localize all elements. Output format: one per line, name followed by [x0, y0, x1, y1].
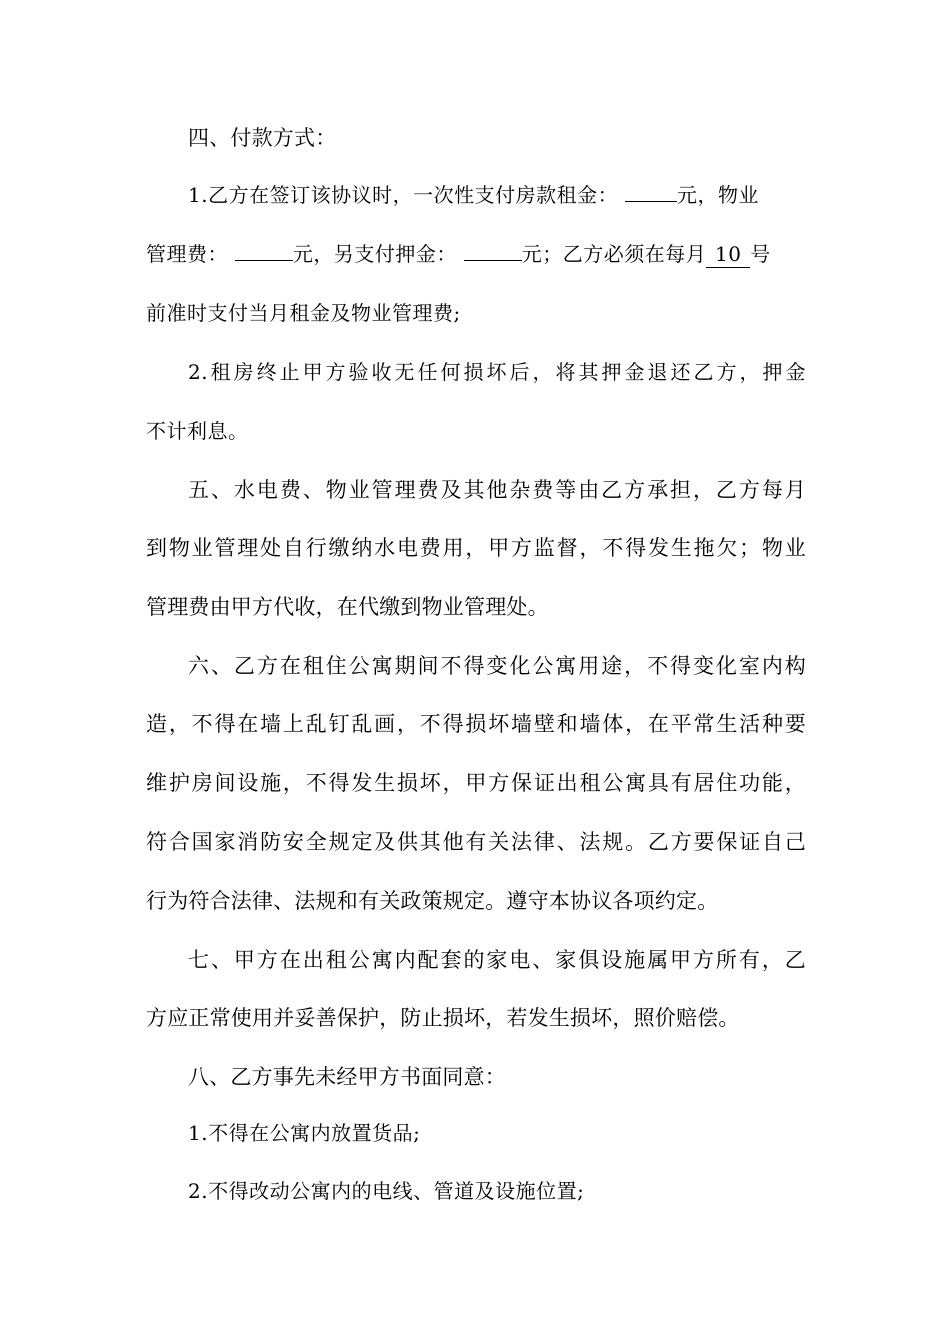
text-run: 1.乙方在签订该协议时，一次性支付房款租金：	[188, 183, 619, 207]
deposit-blank	[464, 260, 522, 261]
section-6-line-5: 行为符合法律、法规和有关政策规定。遵守本协议各项约定。	[146, 889, 719, 913]
section-6-line-4: 符合国家消防安全规定及供其他有关法律、法规。乙方要保证自己	[146, 830, 806, 854]
section-4-item-1-line-3: 前准时支付当月租金及物业管理费;	[146, 301, 461, 325]
section-6-line-3: 维护房间设施，不得发生损坏，甲方保证出租公寓具有居住功能，	[146, 771, 806, 795]
section-4-item-1-line-1	[188, 175, 806, 215]
payment-day: 10	[706, 241, 750, 268]
section-7-line-1: 七、甲方在出租公寓内配套的家电、家俱设施属甲方所有，乙	[188, 948, 806, 972]
management-fee-blank	[235, 260, 293, 261]
section-8-item-2: 2.不得改动公寓内的电线、管道及设施位置;	[188, 1179, 585, 1203]
section-5-line-1: 五、水电费、物业管理费及其他杂费等由乙方承担，乙方每月	[188, 478, 806, 502]
text-run: 管理费：	[146, 242, 228, 266]
text-run: 元，物业	[676, 183, 759, 207]
section-7-line-2: 方应正常使用并妥善保护，防止损坏，若发生损坏，照价赔偿。	[146, 1006, 740, 1030]
text-run: 号	[750, 242, 771, 266]
section-4-item-2-line-1: 2.租房终止甲方验收无任何损坏后，将其押金退还乙方，押金	[188, 360, 806, 384]
text-run: 元，另支付押金：	[292, 242, 457, 266]
section-8-heading: 八、乙方事先未经甲方书面同意：	[188, 1065, 506, 1089]
section-8-item-1: 1.不得在公寓内放置货品;	[188, 1121, 421, 1145]
rent-amount-blank	[625, 201, 677, 202]
section-5-line-3: 管理费由甲方代收，在代缴到物业管理处。	[146, 595, 549, 619]
section-6-line-2: 造，不得在墙上乱钉乱画，不得损坏墙壁和墙体，在平常生活种要	[146, 712, 806, 736]
section-6-line-1: 六、乙方在租住公寓期间不得变化公寓用途，不得变化室内构	[188, 654, 806, 678]
section-4-item-1-line-2	[146, 234, 806, 274]
section-4-item-2-line-2: 不计利息。	[146, 419, 249, 443]
text-run: 元；乙方必须在每月	[521, 242, 707, 266]
section-5-line-2: 到物业管理处自行缴纳水电费用，甲方监督，不得发生拖欠；物业	[146, 536, 806, 560]
section-4-heading: 四、付款方式：	[188, 126, 337, 150]
